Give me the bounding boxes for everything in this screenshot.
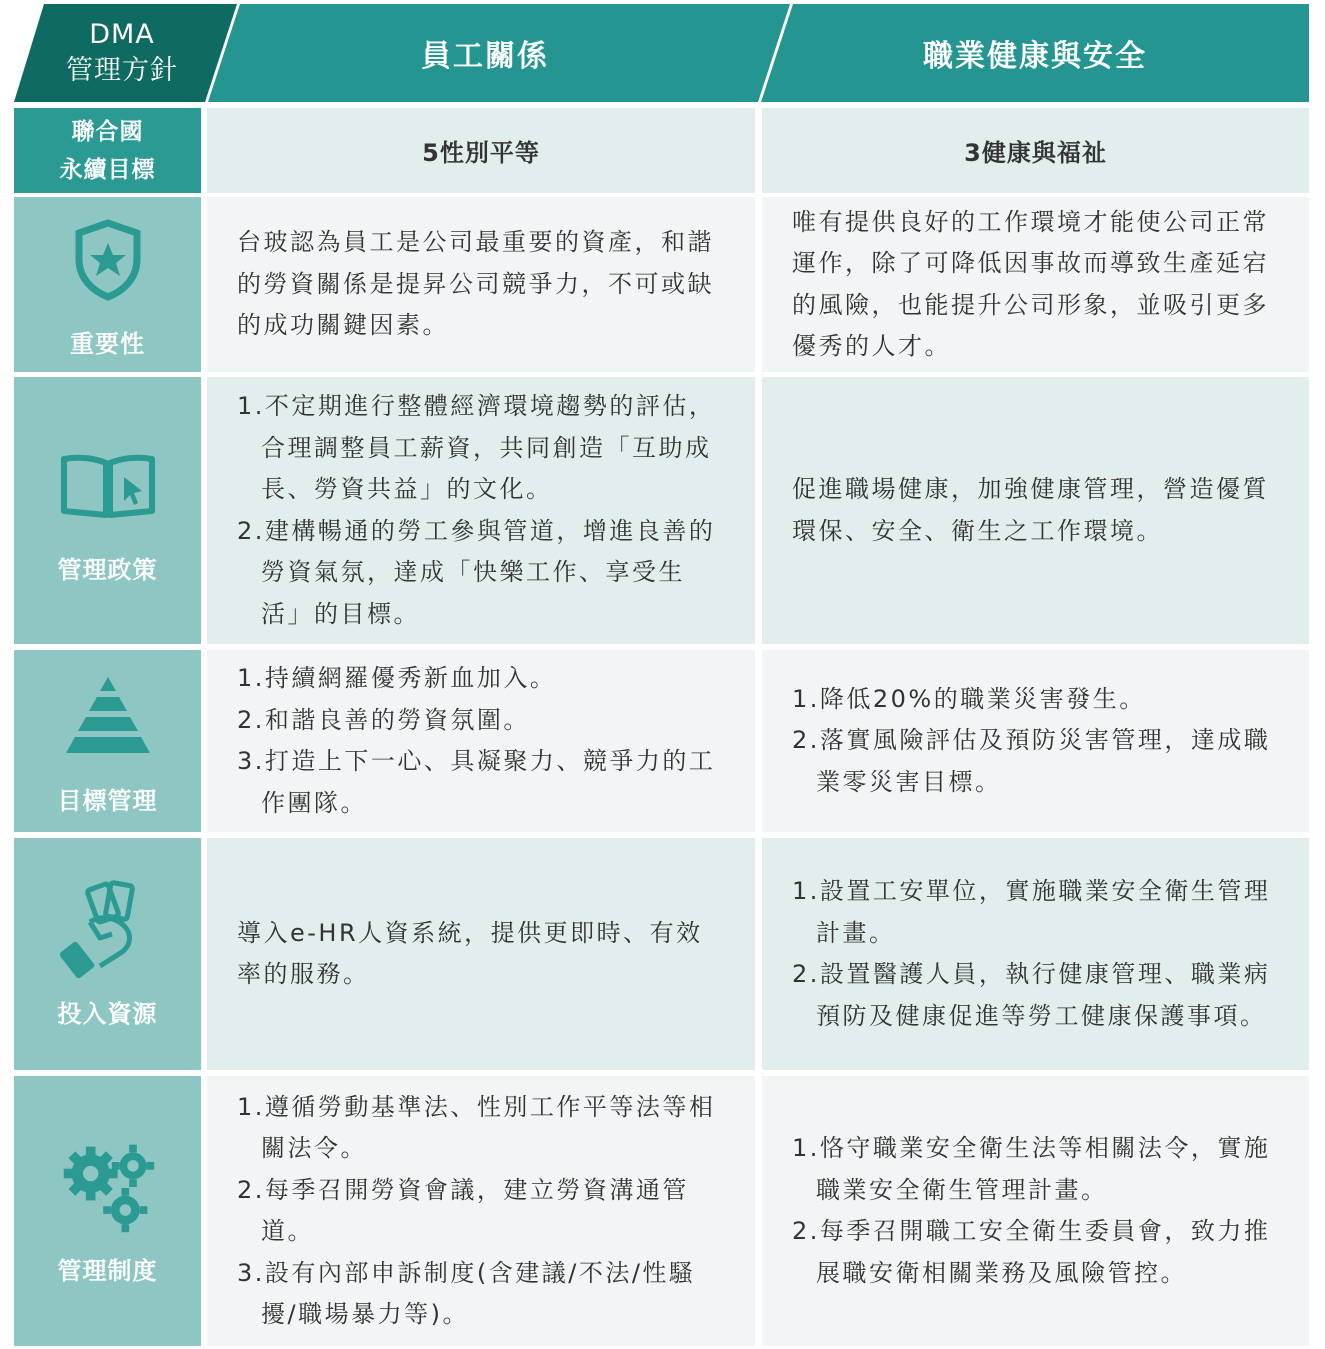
resources-col1-text: 導入e-HR人資系統，提供更即時、有效率的服務。 (237, 918, 703, 988)
resources-col2-item: 2.設置醫護人員，執行健康管理、職業病預防及健康促進等勞工健康保護事項。 (792, 960, 1271, 1030)
systems-col2-item: 1.恪守職業安全衛生法等相關法令，實施職業安全衛生管理計畫。 (792, 1134, 1271, 1204)
policy-col1-item: 1.不定期進行整體經濟環境趨勢的評估，合理調整員工薪資，共同創造「互助成長、勞資共益」的文化。 (237, 392, 716, 503)
sdg-col2: 3健康與福祉 (762, 108, 1309, 193)
sdg-label (14, 108, 201, 193)
systems-col1-item: 1.遵循勞動基準法、性別工作平等法等相關法令。 (237, 1092, 716, 1162)
gears-icon (58, 1137, 158, 1237)
systems-col1-item: 2.每季召開勞資會議，建立勞資溝通管道。 (237, 1175, 689, 1245)
policy-col2 (762, 377, 1309, 644)
header-corner-line2: 管理方針 (66, 55, 178, 86)
goals-col2-item: 2.落實風險評估及預防災害管理，達成職業零災害目標。 (792, 726, 1271, 796)
header-corner-line1: DMA (89, 19, 155, 50)
goals-col1-item: 1.持續網羅優秀新血加入。 (237, 664, 557, 692)
open-book-cursor-icon (58, 436, 158, 536)
systems-col1-item: 3.設有內部申訴制度(含建議/不法/性騷擾/職場暴力等)。 (237, 1258, 696, 1328)
resources-col2-item: 1.設置工安單位，實施職業安全衛生管理計畫。 (792, 877, 1271, 947)
resources-col2 (762, 838, 1309, 1070)
row-label-policy-text: 管理政策 (57, 556, 158, 584)
shield-star-icon (58, 210, 158, 310)
importance-col2 (762, 197, 1309, 372)
header-col2: 職業健康與安全 (923, 39, 1147, 74)
systems-col1 (207, 1076, 755, 1346)
header-corner (14, 4, 230, 102)
resources-col1 (207, 838, 755, 1070)
row-label-systems (14, 1076, 201, 1346)
goals-col2-item: 1.降低20%的職業災害發生。 (792, 684, 1146, 713)
sdg-col1: 5性別平等 (207, 108, 755, 193)
header-col1: 員工關係 (421, 39, 549, 74)
goals-col1 (207, 650, 755, 832)
policy-col2-text: 促進職場健康，加強健康管理，營造優質環保、安全、衛生之工作環境。 (792, 475, 1269, 545)
goals-col1-item: 3.打造上下一心、具凝聚力、競爭力的工作團隊。 (237, 747, 716, 817)
goals-col1-item: 2.和諧良善的勞資氛圍。 (237, 705, 530, 734)
row-label-resources (14, 838, 201, 1070)
systems-col2-item: 2.每季召開職工安全衛生委員會，致力推展職安衛相關業務及風險管控。 (792, 1217, 1271, 1287)
importance-col1 (207, 197, 755, 372)
pyramid-icon (58, 667, 158, 767)
row-label-resources-text: 投入資源 (57, 999, 158, 1028)
hand-money-icon (58, 880, 158, 980)
policy-col1 (207, 377, 755, 644)
row-label-systems-text: 管理制度 (57, 1256, 158, 1285)
row-label-goals (14, 650, 201, 832)
systems-col2 (762, 1076, 1309, 1346)
importance-col2-text: 唯有提供良好的工作環境才能使公司正常運作，除了可降低因事故而導致生產延宕的風險，也能提升公司形象，並吸引更多優秀的人才。 (792, 207, 1269, 360)
sdg-label-line1: 聯合國 (71, 118, 144, 145)
policy-col1-item: 2.建構暢通的勞工參與管道，增進良善的勞資氣氛，達成「快樂工作、享受生活」的目標。 (237, 516, 716, 628)
row-label-goals-text: 目標管理 (57, 786, 158, 815)
importance-col1-text: 台玻認為員工是公司最重要的資產，和諧的勞資關係是提昇公司競爭力，不可或缺的成功關鍵因素。 (237, 228, 714, 340)
row-label-policy (14, 377, 201, 644)
sdg-label-line2: 永續目標 (59, 156, 156, 183)
row-label-importance-text: 重要性 (70, 330, 145, 358)
goals-col2 (762, 650, 1309, 832)
row-label-importance (14, 197, 201, 372)
